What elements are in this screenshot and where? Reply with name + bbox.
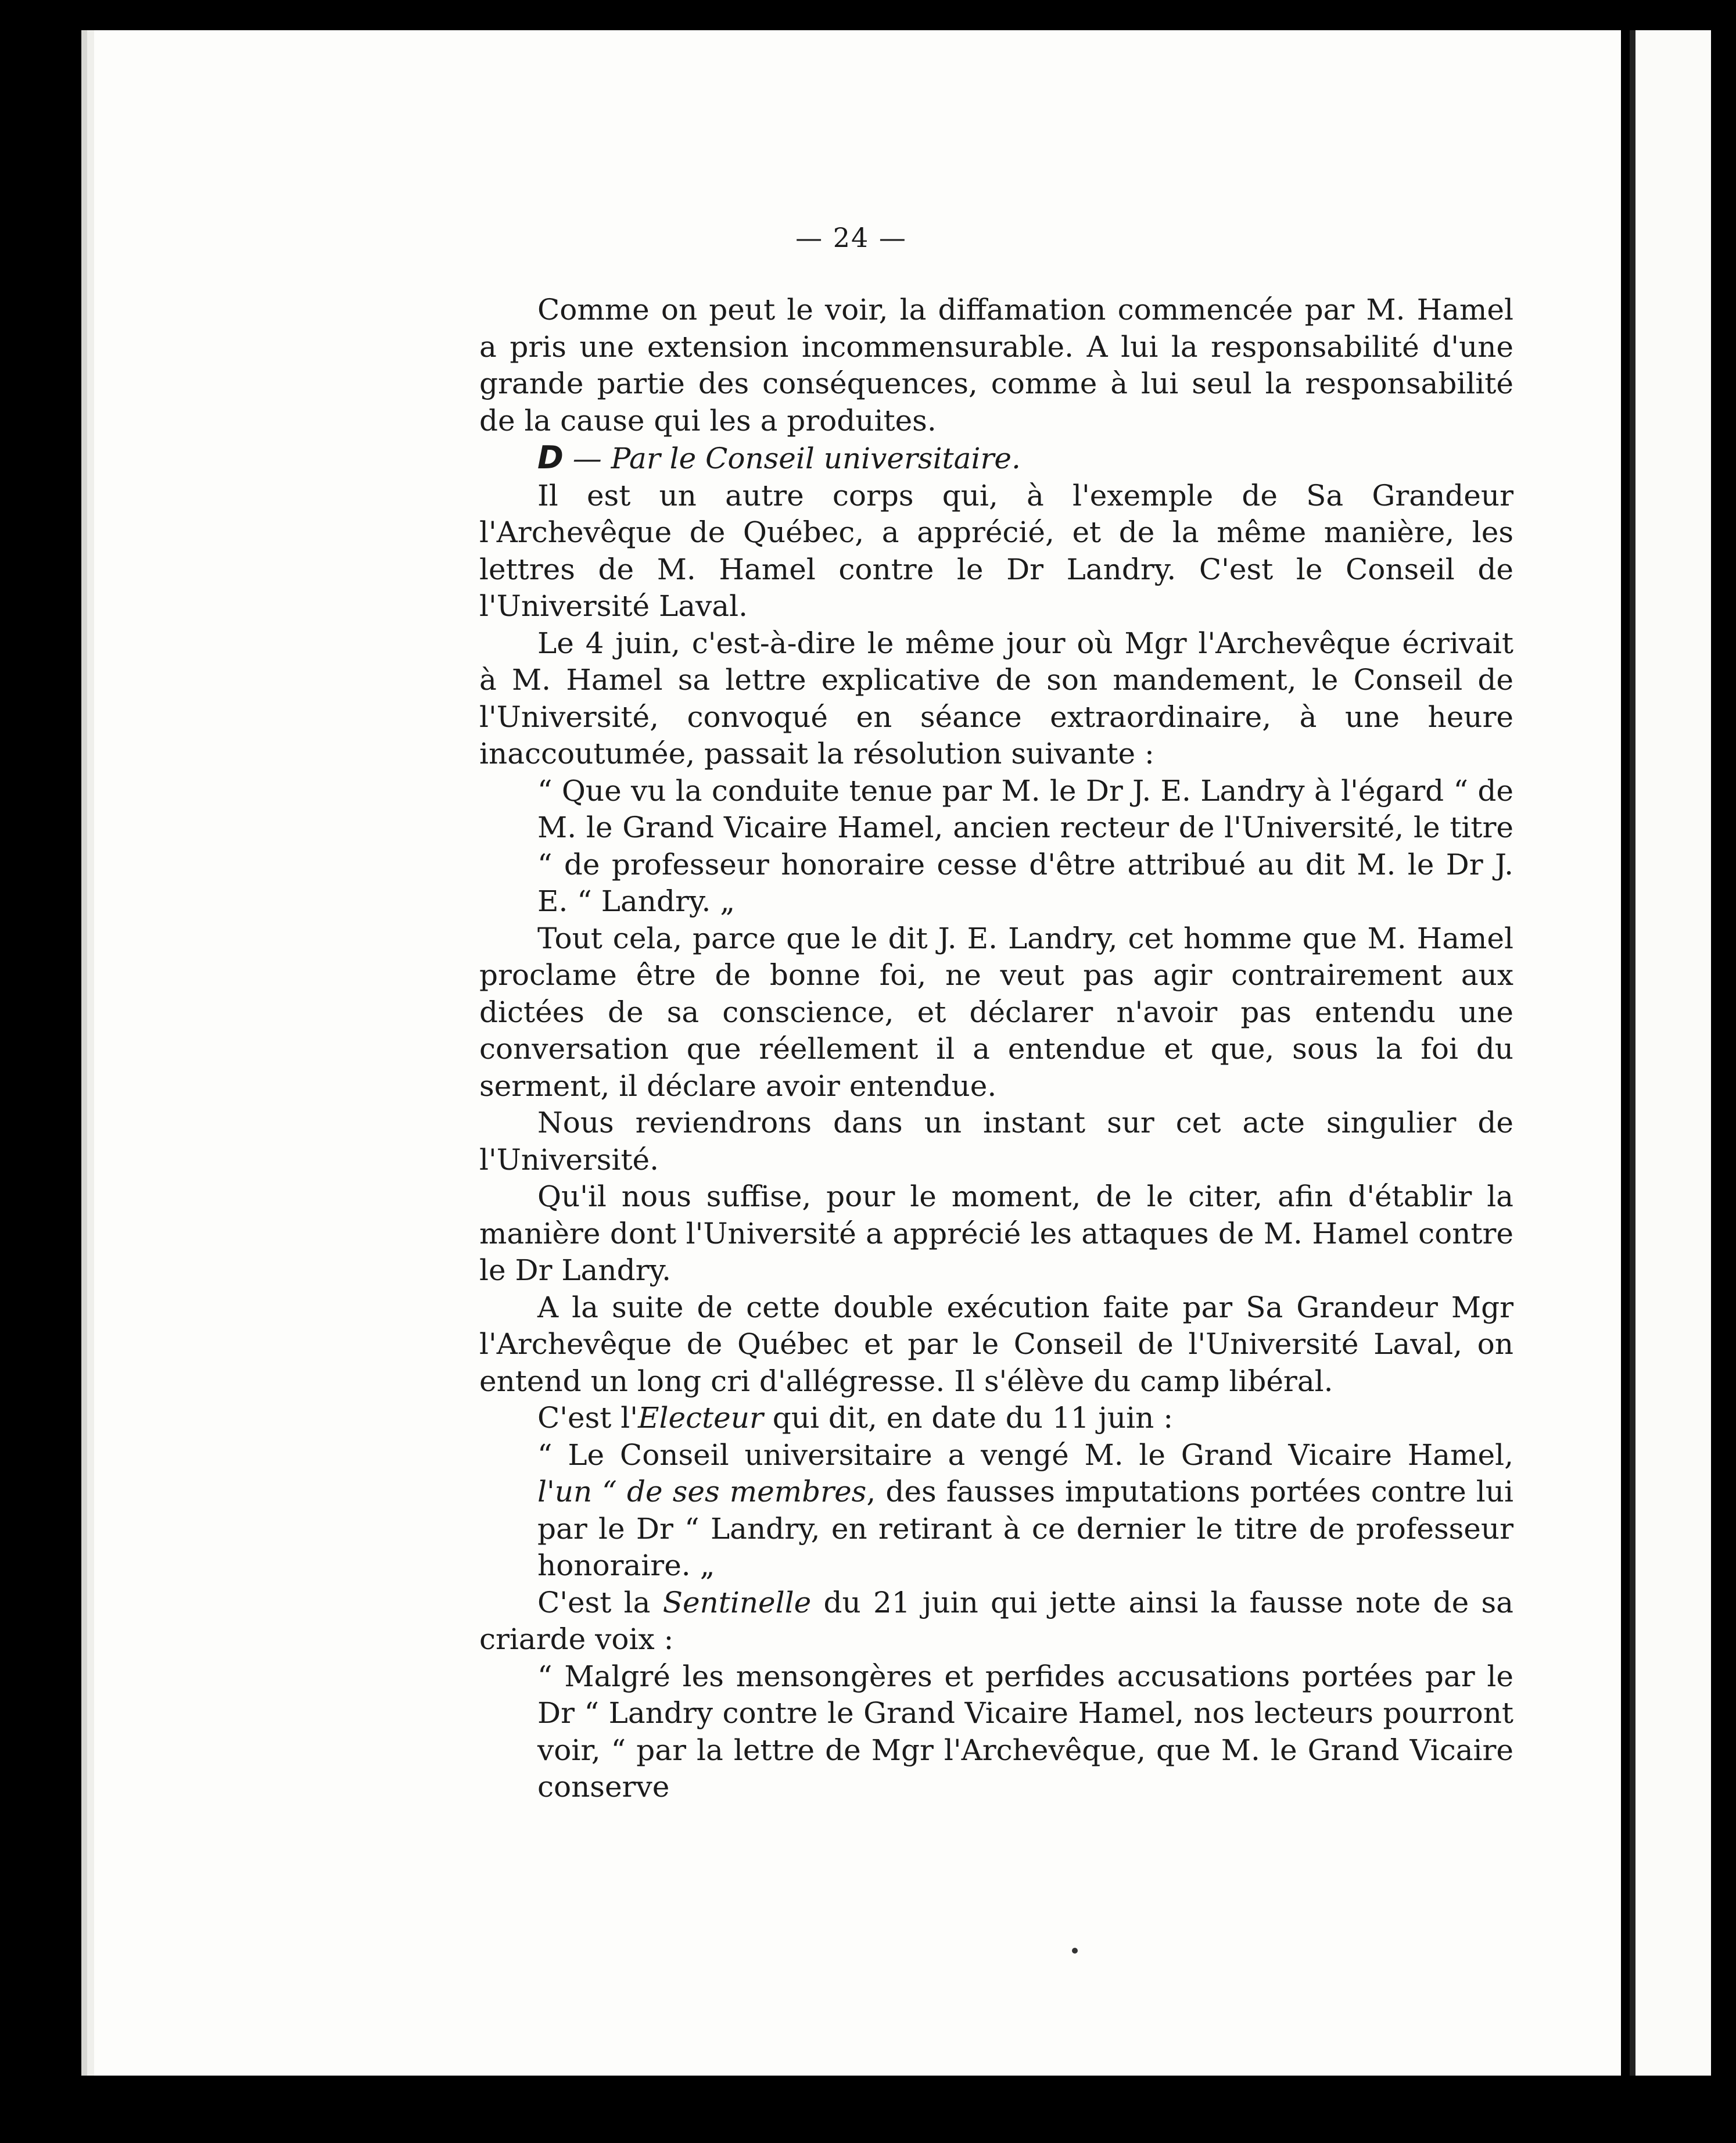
paragraph: A la suite de cette double exécution faite par Sa Grandeur Mgr l'Archevêque de Québec et par le Conseil de l'Université Laval, on entend un long cri d'allégresse. Il s'élève du camp libéral. xyxy=(479,1290,1513,1398)
paragraph: Tout cela, parce que le dit J. E. Landry, cet homme que M. Hamel proclame être de bonne foi, ne veut pas agir contrairement aux dictées de sa conscience, et déclarer n'avoir pas entendu une conversation que réellement il a entendue et que, sous la foi du serment, il déclare avoir entendue. xyxy=(479,921,1513,1103)
page-number: — 24 — xyxy=(795,222,907,253)
quotation xyxy=(479,1437,1513,1585)
paragraph: Nous reviendrons dans un instant sur cet acte singulier de l'Université. xyxy=(479,1106,1513,1177)
newspaper-title: Sentinelle xyxy=(662,1585,812,1619)
text-run: C'est la xyxy=(537,1585,663,1619)
section-heading-text: — Par le Conseil universitaire. xyxy=(563,442,1021,475)
paragraph: Comme on peut le voir, la diffamation commencée par M. Hamel a pris une extension incommensurable. A lui la responsabilité d'une grande partie des conséquences, comme à lui seul la responsabilité de la cause qui les a produites. xyxy=(479,293,1513,438)
text-run: C'est l' xyxy=(537,1401,638,1435)
paragraph: Il est un autre corps qui, à l'exemple de Sa Grandeur l'Archevêque de Québec, a apprécié, et de la même manière, les lettres de M. Hamel contre le Dr Landry. C'est le Conseil de l'Université Laval. xyxy=(479,478,1513,623)
paragraph xyxy=(479,1585,1513,1658)
adjacent-page-edge xyxy=(1630,30,1711,2076)
text-run: “ Le Conseil universitaire a vengé M. le Grand Vicaire Hamel, xyxy=(537,1438,1513,1472)
text-run: qui dit, en date du 11 juin : xyxy=(763,1401,1174,1435)
newspaper-title: Electeur xyxy=(637,1401,763,1435)
paragraph: Qu'il nous suffise, pour le moment, de le citer, afin d'établir la manière dont l'Université a apprécié les attaques de M. Hamel contre le Dr Landry. xyxy=(479,1180,1513,1287)
paragraph: Le 4 juin, c'est-à-dire le même jour où Mgr l'Archevêque écrivait à M. Hamel sa lettre explicative de son mandement, le Conseil de l'Université, convoqué en séance extraordinaire, à une heure inaccoutumée, passait la résolution suivante : xyxy=(479,626,1513,771)
section-heading xyxy=(479,439,1513,478)
scan-speck xyxy=(1072,1948,1078,1954)
text-run: , des fausses imputations portées contre lui par le Dr “ Landry, en retirant à ce dernier le titre de professeur honoraire. „ xyxy=(537,1475,1513,1582)
quotation: “ Malgré les mensongères et perfides accusations portées par le Dr “ Landry contre le Grand Vicaire Hamel, nos lecteurs pourront voir, “ par la lettre de Mgr l'Archevêque, que M. le Grand Vicaire conserve xyxy=(537,1659,1513,1804)
italic-text: l'un “ de ses membres xyxy=(537,1475,867,1508)
section-letter: D xyxy=(537,439,564,476)
document-page xyxy=(81,30,1621,2076)
paragraph xyxy=(479,1400,1513,1437)
text-run: du 21 juin qui jette ainsi la fausse note de sa criarde voix : xyxy=(479,1585,1513,1656)
quotation: “ Que vu la conduite tenue par M. le Dr J. E. Landry à l'égard “ de M. le Grand Vicaire Hamel, ancien recteur de l'Université, le titre “ de professeur honoraire cesse d'être attribué au dit M. le Dr J. E. “ Landry. „ xyxy=(537,773,1513,918)
body-text xyxy=(479,292,1513,1806)
